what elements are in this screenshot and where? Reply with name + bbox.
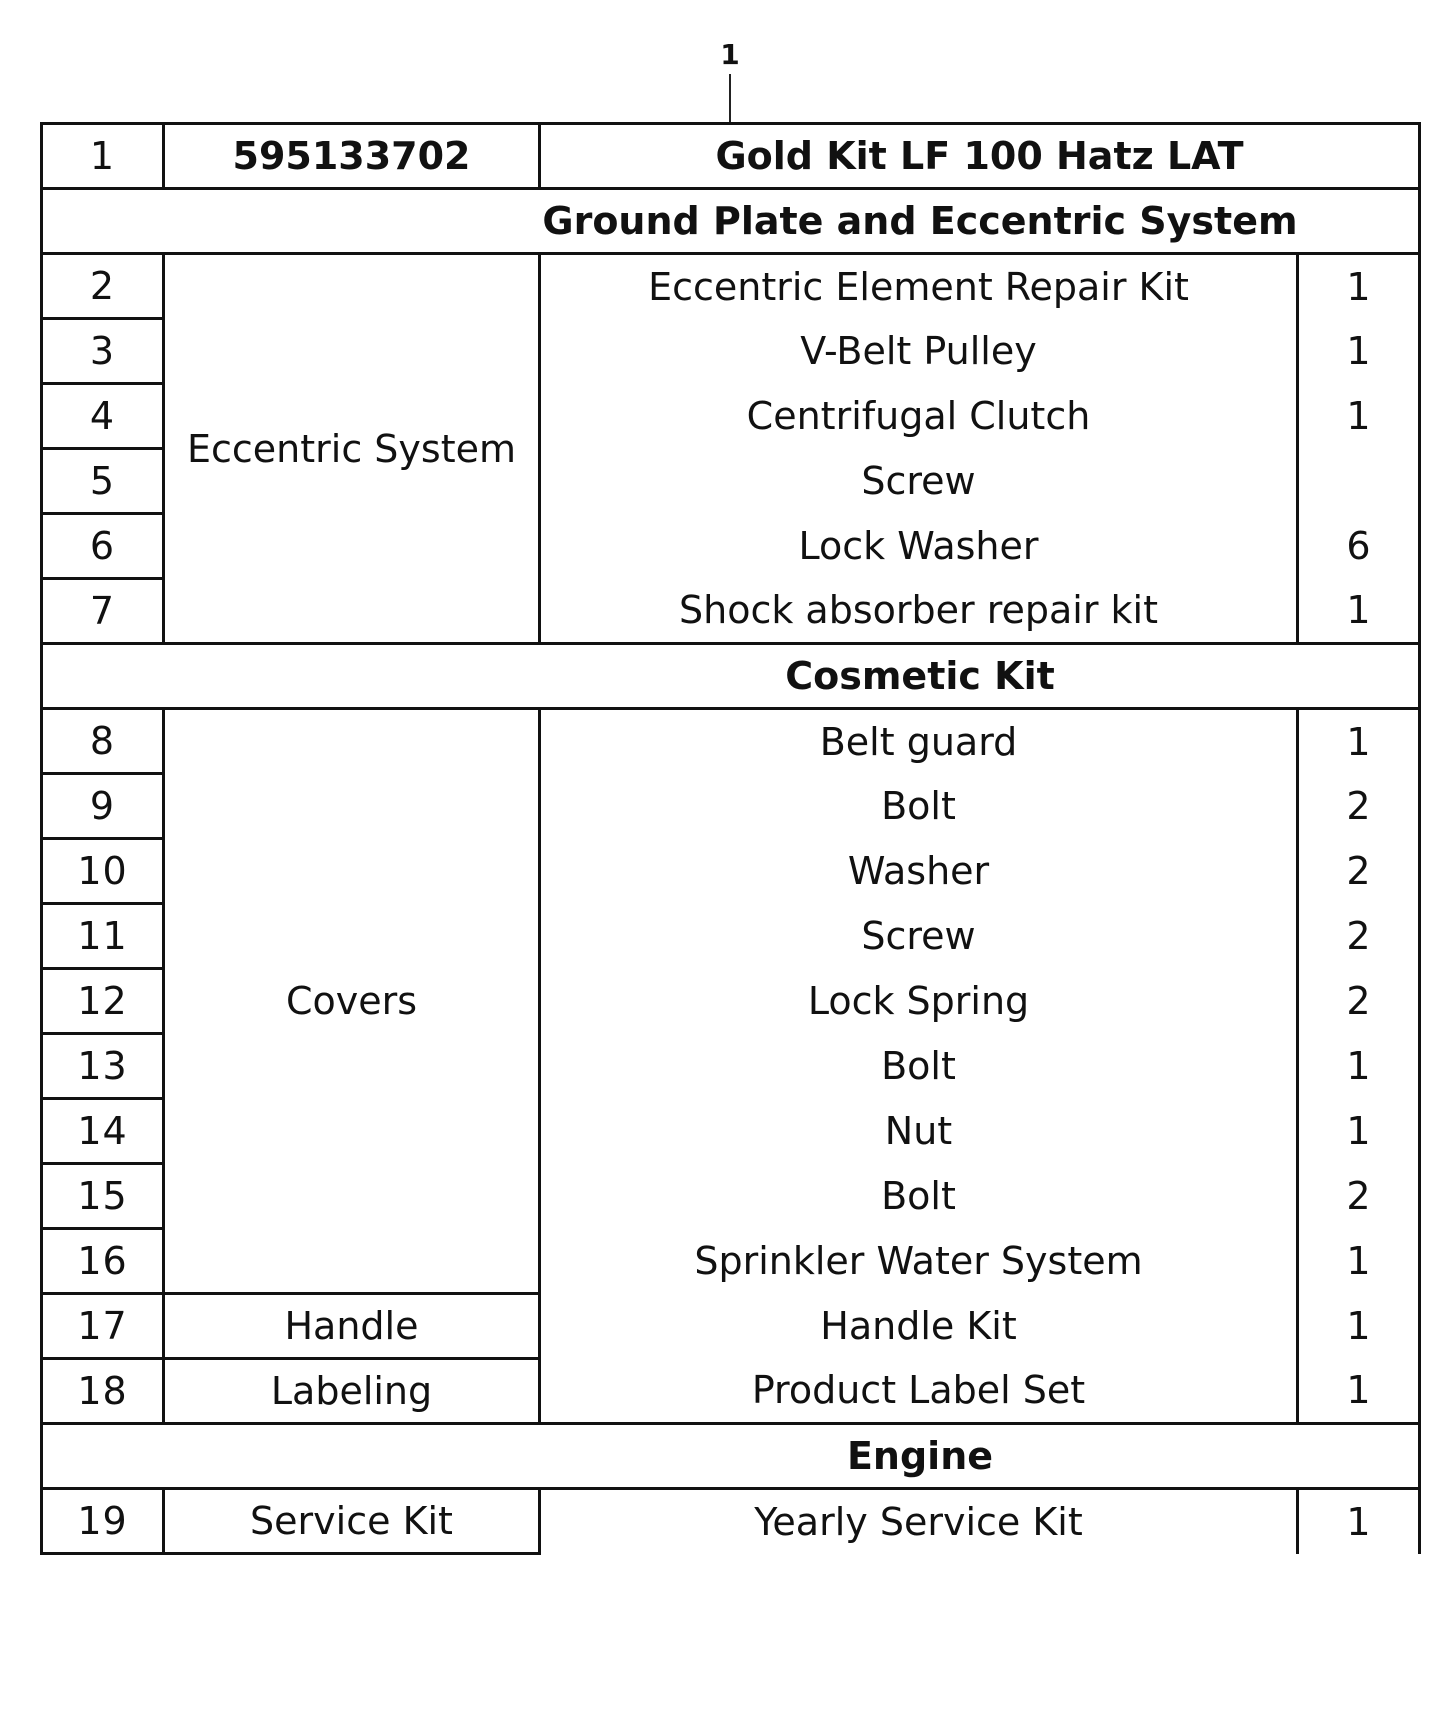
item-index: 18 — [42, 1359, 164, 1424]
item-index: 5 — [42, 449, 164, 514]
item-index: 9 — [42, 774, 164, 839]
kit-title: Gold Kit LF 100 Hatz LAT — [540, 124, 1420, 189]
item-quantity: 1 — [1298, 709, 1420, 774]
group-name: Service Kit — [164, 1489, 540, 1554]
group-name: Labeling — [164, 1359, 540, 1424]
item-quantity: 2 — [1298, 839, 1420, 904]
item-index: 3 — [42, 319, 164, 384]
item-description: Washer — [540, 839, 1298, 904]
item-description: Centrifugal Clutch — [540, 384, 1298, 449]
item-row — [42, 254, 1420, 319]
kit-header-row — [42, 124, 1420, 189]
item-quantity: 6 — [1298, 514, 1420, 579]
item-quantity: 1 — [1298, 1034, 1420, 1099]
item-quantity: 1 — [1298, 579, 1420, 644]
section-title — [42, 1424, 1420, 1489]
section-header-row — [42, 189, 1420, 254]
item-quantity: 1 — [1298, 1294, 1420, 1359]
item-description: Bolt — [540, 1164, 1298, 1229]
item-index: 7 — [42, 579, 164, 644]
item-description: Belt guard — [540, 709, 1298, 774]
item-description: Bolt — [540, 774, 1298, 839]
section-title — [42, 644, 1420, 709]
item-row — [42, 1359, 1420, 1424]
item-index: 14 — [42, 1099, 164, 1164]
item-quantity: 1 — [1298, 254, 1420, 319]
callout-leader-line — [729, 74, 731, 124]
item-quantity: 2 — [1298, 969, 1420, 1034]
group-name: Covers — [164, 709, 540, 1294]
item-index: 13 — [42, 1034, 164, 1099]
item-index: 16 — [42, 1229, 164, 1294]
kit-index: 1 — [42, 124, 164, 189]
item-description: Eccentric Element Repair Kit — [540, 254, 1298, 319]
item-index: 8 — [42, 709, 164, 774]
item-row — [42, 1489, 1420, 1554]
section-title-text: Cosmetic Kit — [785, 654, 1055, 698]
item-description: Lock Spring — [540, 969, 1298, 1034]
item-row — [42, 1294, 1420, 1359]
section-title — [42, 189, 1420, 254]
item-index: 2 — [42, 254, 164, 319]
item-quantity: 1 — [1298, 1099, 1420, 1164]
item-index: 4 — [42, 384, 164, 449]
item-quantity: 2 — [1298, 904, 1420, 969]
item-index: 19 — [42, 1489, 164, 1554]
item-quantity: 2 — [1298, 1164, 1420, 1229]
parts-table — [40, 122, 1421, 1555]
section-header-row — [42, 1424, 1420, 1489]
item-description: Yearly Service Kit — [540, 1489, 1298, 1554]
item-description: V-Belt Pulley — [540, 319, 1298, 384]
item-description: Lock Washer — [540, 514, 1298, 579]
item-description: Screw — [540, 449, 1298, 514]
section-header-row — [42, 644, 1420, 709]
item-index: 10 — [42, 839, 164, 904]
parts-table-body — [42, 124, 1420, 1554]
item-index: 15 — [42, 1164, 164, 1229]
group-name: Handle — [164, 1294, 540, 1359]
item-description: Handle Kit — [540, 1294, 1298, 1359]
item-quantity — [1298, 449, 1420, 514]
group-name: Eccentric System — [164, 254, 540, 644]
kit-part-number: 595133702 — [164, 124, 540, 189]
item-index: 6 — [42, 514, 164, 579]
item-description: Bolt — [540, 1034, 1298, 1099]
item-index: 12 — [42, 969, 164, 1034]
item-description: Shock absorber repair kit — [540, 579, 1298, 644]
item-description: Screw — [540, 904, 1298, 969]
item-quantity: 1 — [1298, 1359, 1420, 1424]
item-quantity: 1 — [1298, 384, 1420, 449]
item-quantity: 1 — [1298, 1489, 1420, 1554]
item-quantity: 2 — [1298, 774, 1420, 839]
item-index: 11 — [42, 904, 164, 969]
item-description: Sprinkler Water System — [540, 1229, 1298, 1294]
item-index: 17 — [42, 1294, 164, 1359]
item-row — [42, 709, 1420, 774]
item-quantity: 1 — [1298, 1229, 1420, 1294]
item-description: Product Label Set — [540, 1359, 1298, 1424]
section-title-text: Ground Plate and Eccentric System — [542, 199, 1298, 243]
item-description: Nut — [540, 1099, 1298, 1164]
callout-number: 1 — [720, 38, 740, 71]
item-quantity: 1 — [1298, 319, 1420, 384]
section-title-text: Engine — [846, 1434, 994, 1478]
